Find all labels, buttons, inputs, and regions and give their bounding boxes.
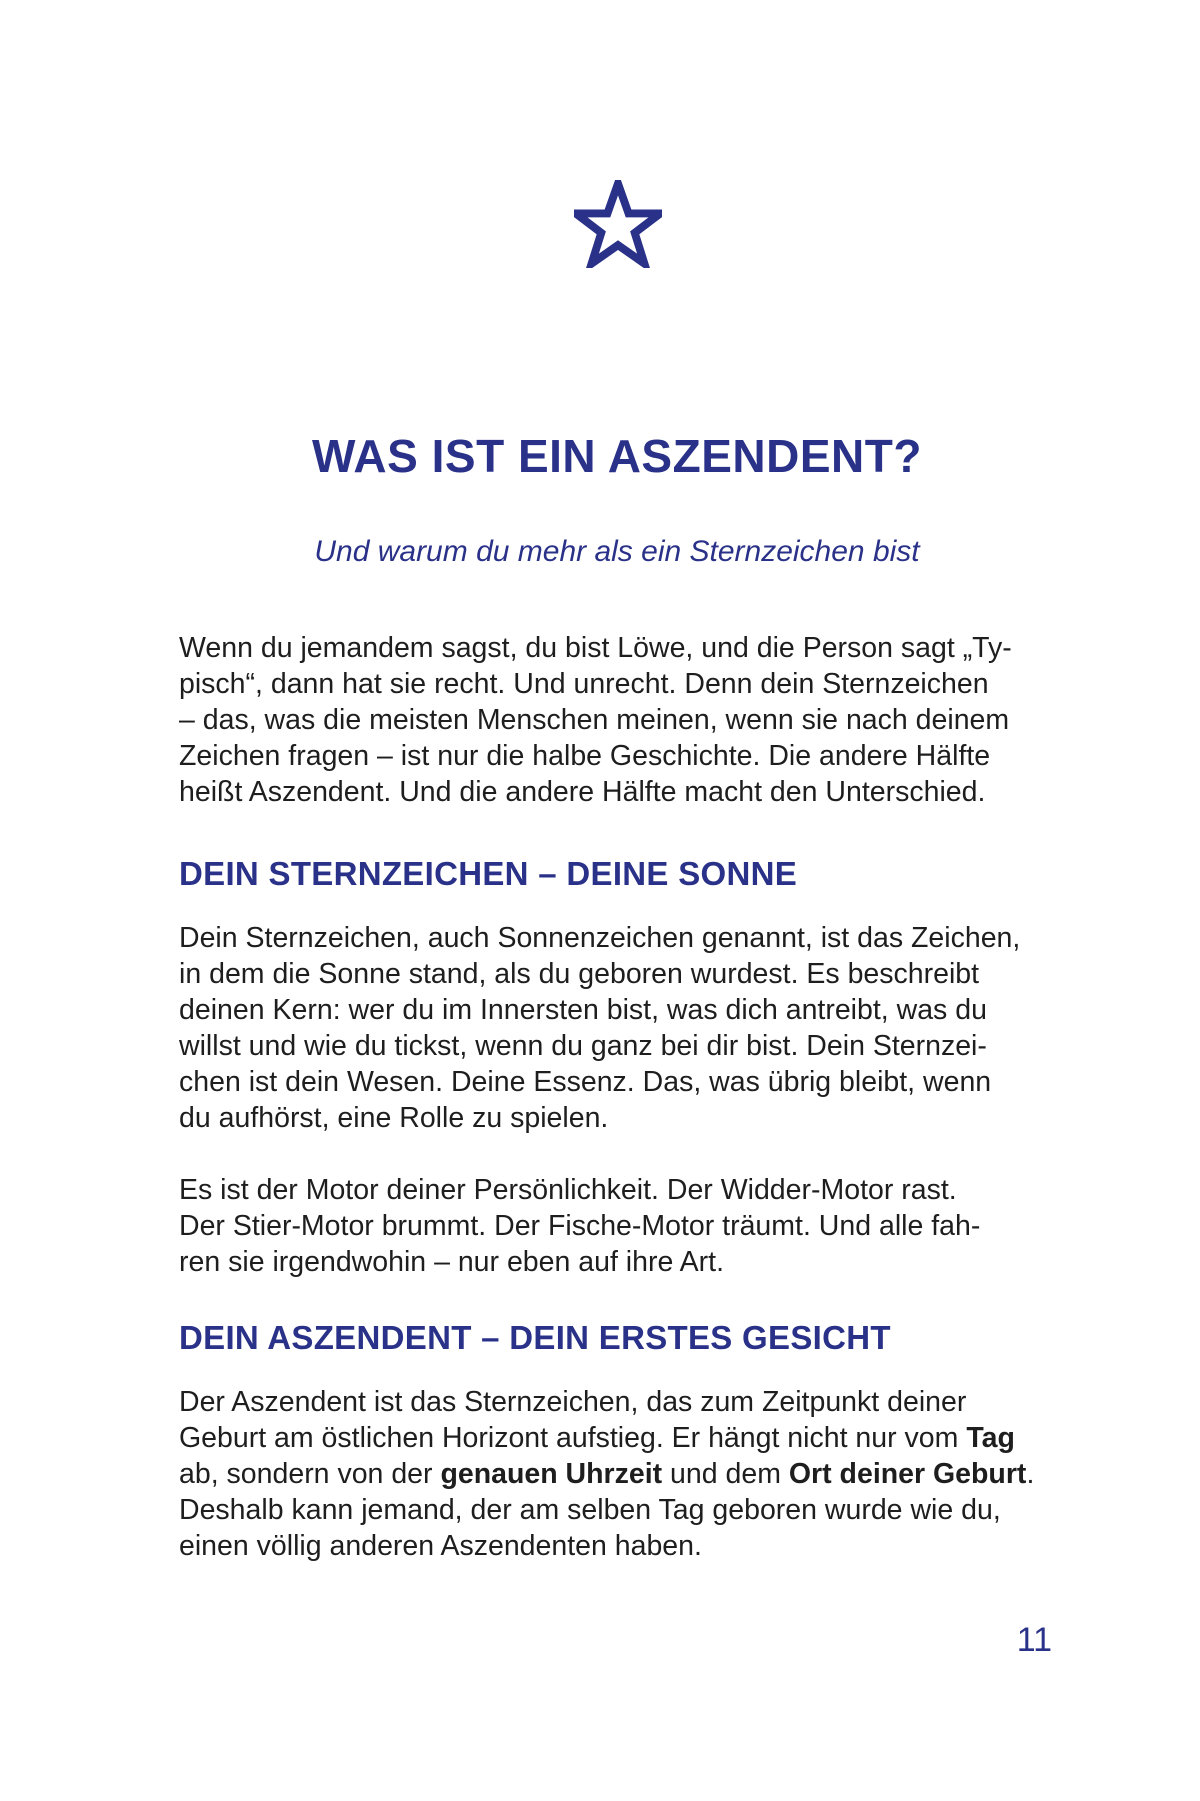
sun-line: ren sie irgendwohin – nur eben auf ihre Art. <box>179 1246 725 1278</box>
sun-line: in dem die Sonne stand, als du geboren wurdest. Es beschreibt <box>179 958 980 990</box>
ascendant-text: . <box>1026 1458 1035 1490</box>
sun-line: deinen Kern: wer du im Innersten bist, was dich antreibt, was du <box>179 994 987 1026</box>
sun-line: Es ist der Motor deiner Persönlichkeit. Der Widder-Motor rast. <box>179 1174 957 1206</box>
intro-line: heißt Aszendent. Und die andere Hälfte macht den Unterschied. <box>179 776 986 808</box>
ascendant-text: und dem <box>662 1458 789 1490</box>
intro-line: pisch“, dann hat sie recht. Und unrecht. Denn dein Sternzeichen <box>179 668 989 700</box>
sun-line: chen ist dein Wesen. Deine Essenz. Das, was übrig bleibt, wenn <box>179 1066 992 1098</box>
ascendant-line: Deshalb kann jemand, der am selben Tag geboren wurde wie du, <box>179 1494 1001 1526</box>
sun-line: willst und wie du tickst, wenn du ganz bei dir bist. Dein Sternzei- <box>179 1030 987 1062</box>
ascendant-line: einen völlig anderen Aszendenten haben. <box>179 1530 702 1562</box>
emphasis-place: Ort deiner Geburt <box>788 1458 1027 1490</box>
sun-paragraph-1 <box>179 920 1059 1136</box>
ascendant-line <box>179 1456 1059 1492</box>
ascendant-line <box>179 1420 1059 1456</box>
section-heading-sun: DEIN STERNZEICHEN – DEINE SONNE <box>179 855 798 892</box>
sun-line: Der Stier-Motor brummt. Der Fische-Motor träumt. Und alle fah- <box>179 1210 981 1242</box>
intro-line: – das, was die meisten Menschen meinen, wenn sie nach deinem <box>179 704 1010 736</box>
page-subtitle: Und warum du mehr als ein Sternzeichen bist <box>314 535 920 568</box>
ascendant-text: ab, sondern von der <box>179 1458 441 1490</box>
sun-line: Dein Sternzeichen, auch Sonnenzeichen genannt, ist das Zeichen, <box>179 922 1021 954</box>
page-number: 11 <box>1016 1621 1052 1659</box>
sun-paragraph-2 <box>179 1172 1059 1280</box>
ascendant-text: Geburt am östlichen Horizont aufstieg. Er hängt nicht nur vom <box>179 1422 967 1454</box>
intro-paragraph <box>179 630 1059 810</box>
star-outline-icon <box>574 180 662 268</box>
sun-line: du aufhörst, eine Rolle zu spielen. <box>179 1102 609 1134</box>
ascendant-line: Der Aszendent ist das Sternzeichen, das zum Zeitpunkt deiner <box>179 1386 967 1418</box>
page-title: WAS IST EIN ASZENDENT? <box>312 430 922 482</box>
ascendant-paragraph <box>179 1384 1059 1564</box>
intro-line: Zeichen fragen – ist nur die halbe Geschichte. Die andere Hälfte <box>179 740 991 772</box>
section-heading-ascendant: DEIN ASZENDENT – DEIN ERSTES GESICHT <box>179 1319 891 1356</box>
intro-line: Wenn du jemandem sagst, du bist Löwe, und die Person sagt „Ty- <box>179 632 1012 664</box>
emphasis-day: Tag <box>966 1422 1015 1454</box>
emphasis-time: genauen Uhrzeit <box>440 1458 663 1490</box>
